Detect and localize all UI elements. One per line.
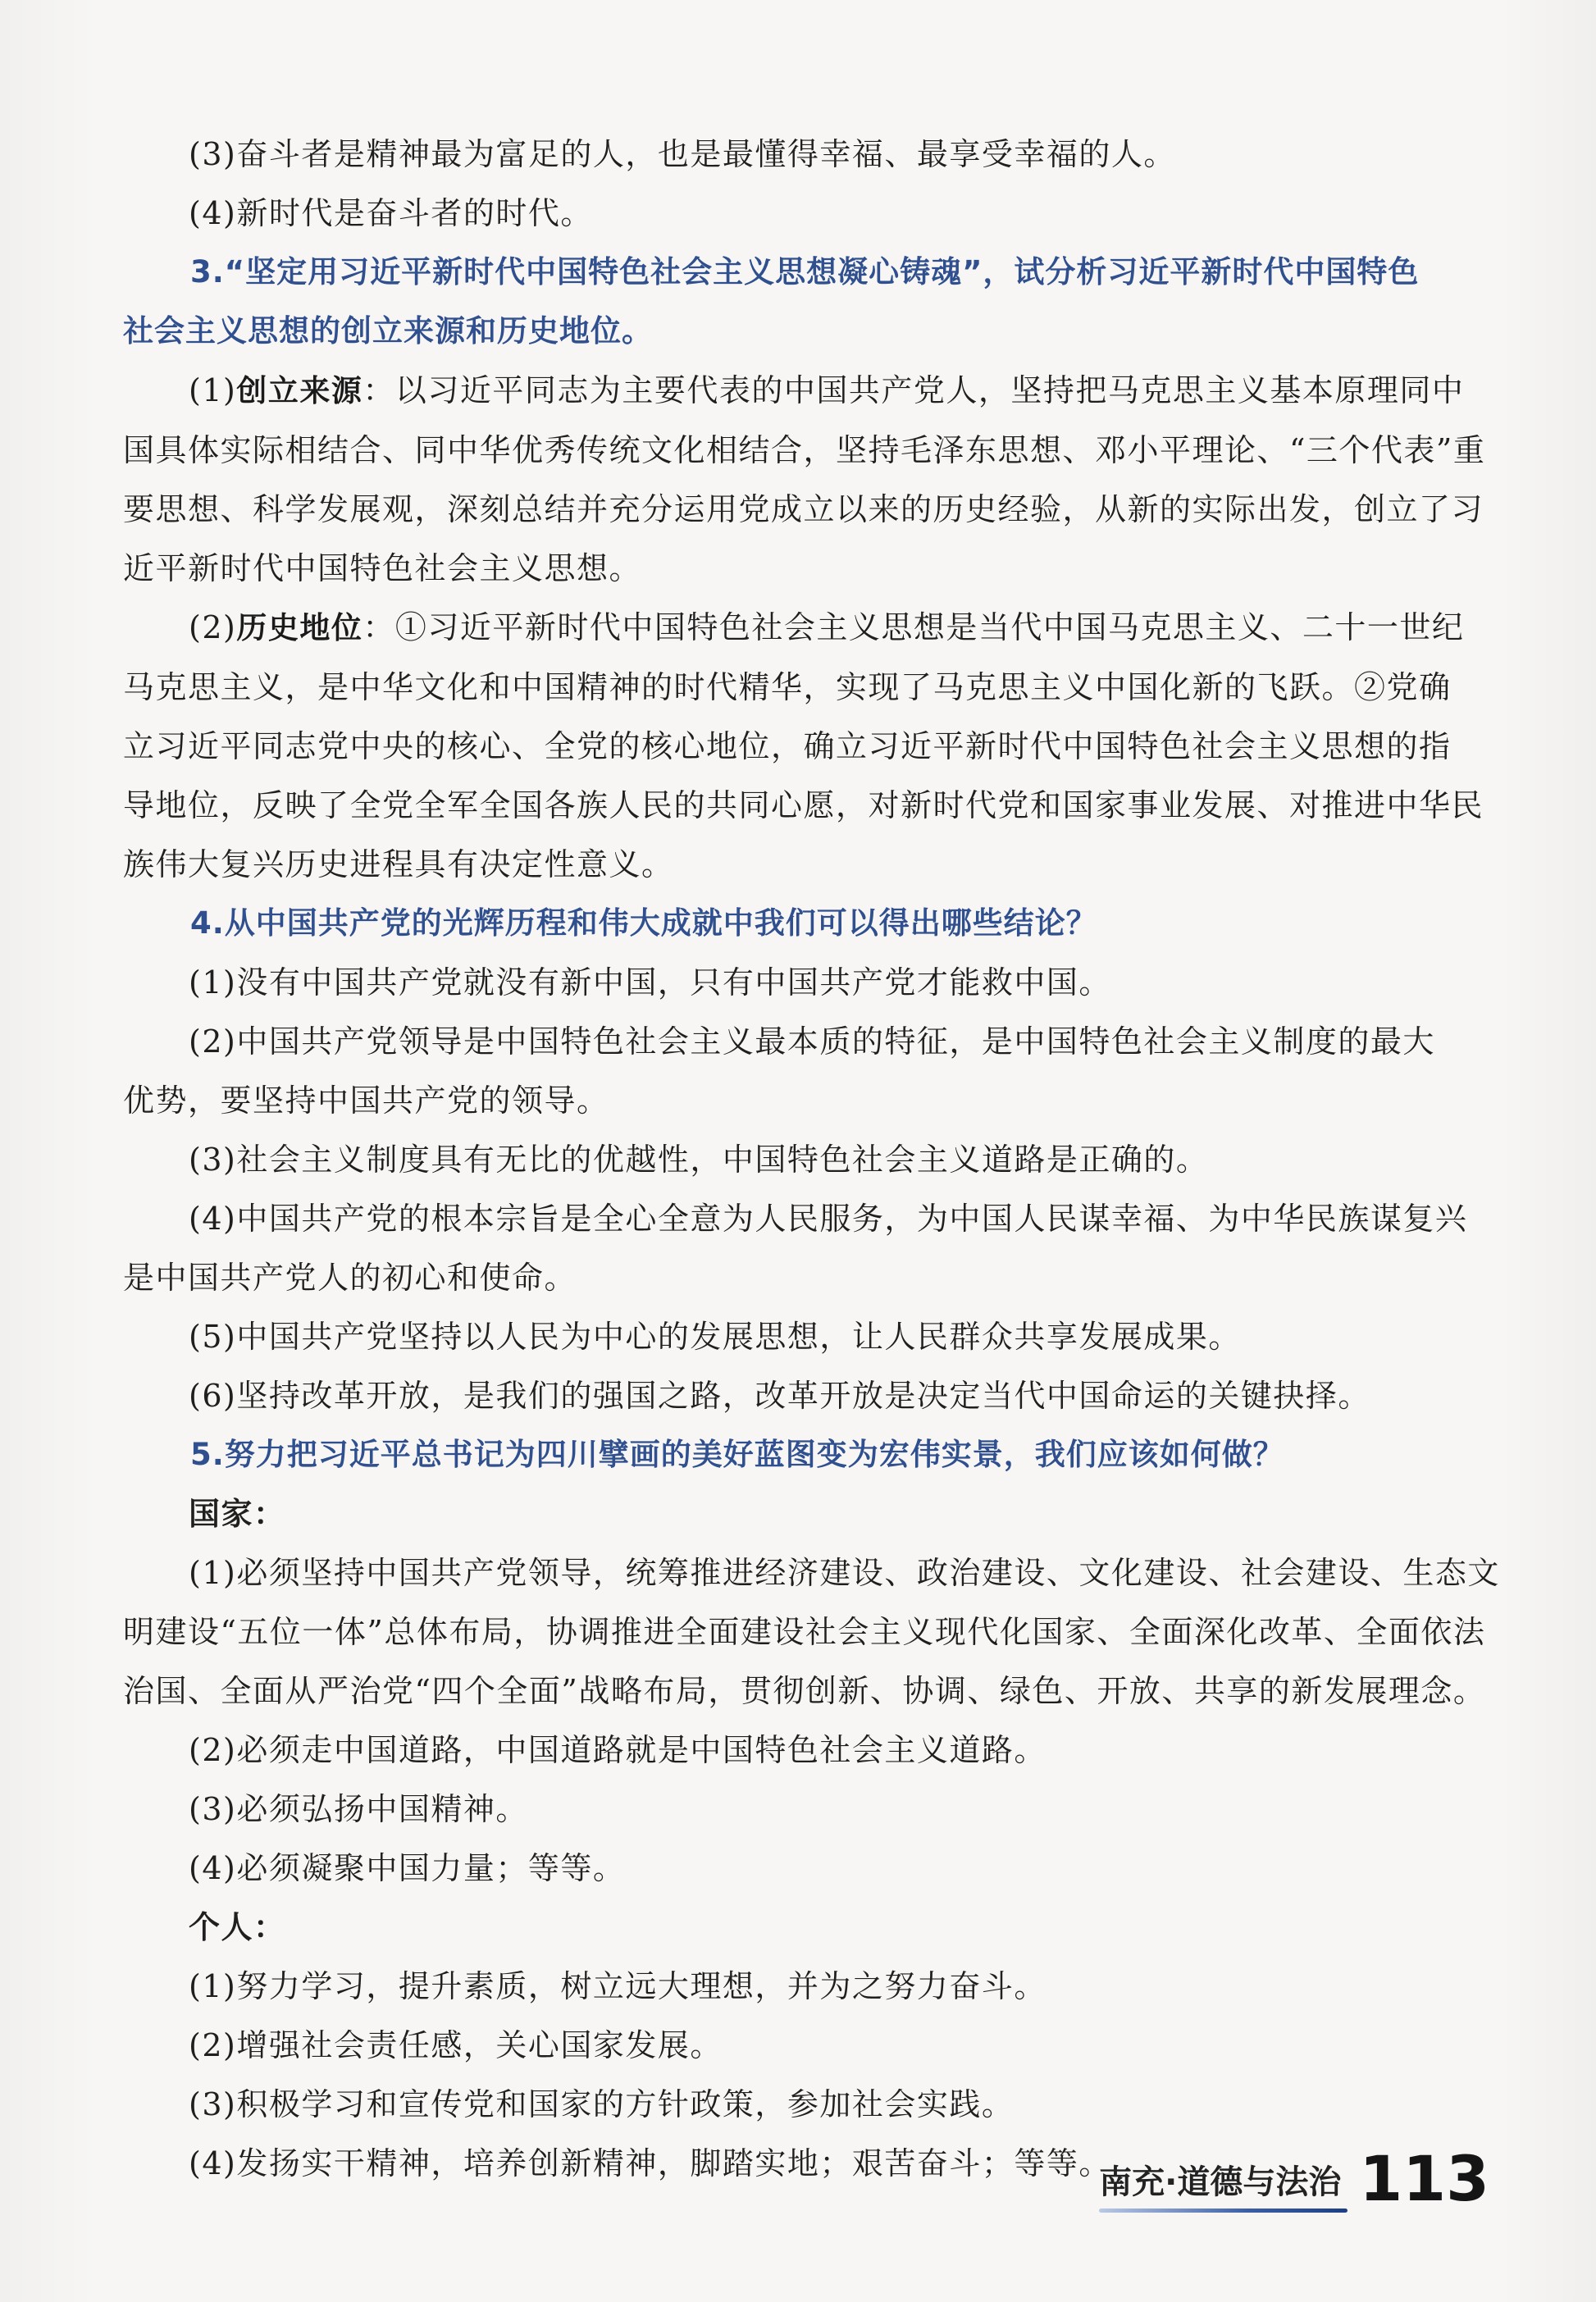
answer-line: 近平新时代中国特色社会主义思想。 <box>123 550 642 586</box>
answer-line: (4)发扬实干精神，培养创新精神，脚踏实地；艰苦奋斗；等等。 <box>189 2145 1111 2181</box>
answer-line: 族伟大复兴历史进程具有决定性意义。 <box>123 846 674 882</box>
q3-answer-origin <box>123 361 1484 421</box>
answer-line: (3)社会主义制度具有无比的优越性，中国特色社会主义道路是正确的。 <box>189 1142 1209 1178</box>
answer-line: (2)必须走中国道路，中国道路就是中国特色社会主义道路。 <box>189 1732 1047 1768</box>
item-number: (1) <box>189 372 237 408</box>
answer-line: (4)中国共产党的根本宗旨是全心全意为人民服务，为中国人民谋幸福、为中华民族谋复兴 <box>189 1201 1468 1237</box>
answer-line: 国具体实际相结合、同中华优秀传统文化相结合，坚持毛泽东思想、邓小平理论、“三个代表”重 <box>123 432 1486 468</box>
question-4: 4.从中国共产党的光辉历程和伟大成就中我们可以得出哪些结论？ <box>190 905 1097 941</box>
answer-line: (2)中国共产党领导是中国特色社会主义最本质的特征，是中国特色社会主义制度的最大 <box>189 1023 1435 1060</box>
answer-line: (1)努力学习，提升素质，树立远大理想，并为之努力奋斗。 <box>189 1968 1047 2004</box>
q3-answer-status <box>123 598 1484 658</box>
answer-line: (1)没有中国共产党就没有新中国，只有中国共产党才能救中国。 <box>189 964 1111 1001</box>
answer-line: (4)必须凝聚中国力量；等等。 <box>189 1850 626 1886</box>
item-number: (2) <box>189 609 237 645</box>
answer-line: (3)奋斗者是精神最为富足的人，也是最懂得幸福、最享受幸福的人。 <box>189 136 1176 172</box>
answer-line: (1)必须坚持中国共产党领导，统筹推进经济建设、政治建设、文化建设、社会建设、生态文 <box>189 1555 1500 1591</box>
answer-line: 优势，要坚持中国共产党的领导。 <box>123 1083 609 1119</box>
answer-line: (3)必须弘扬中国精神。 <box>189 1791 528 1827</box>
keyword-origin: 创立来源 <box>236 373 363 408</box>
answer-line: (4)新时代是奋斗者的时代。 <box>189 195 593 231</box>
subheading-person: 个人： <box>189 1909 286 1945</box>
keyword-status: 历史地位 <box>236 610 363 645</box>
answer-line: 马克思主义，是中华文化和中国精神的时代精华，实现了马克思主义中国化新的飞跃。②党确 <box>123 669 1452 705</box>
answer-text: ：①习近平新时代中国特色社会主义思想是当代中国马克思主义、二十一世纪 <box>363 609 1465 645</box>
answer-line: (5)中国共产党坚持以人民为中心的发展思想，让人民群众共享发展成果。 <box>189 1319 1241 1355</box>
answer-line: 导地位，反映了全党全军全国各族人民的共同心愿，对新时代党和国家事业发展、对推进中华民 <box>123 787 1484 823</box>
answer-line: 是中国共产党人的初心和使命。 <box>123 1260 577 1296</box>
answer-line: (6)坚持改革开放，是我们的强国之路，改革开放是决定当代中国命运的关键抉择。 <box>189 1378 1370 1414</box>
answer-line: (3)积极学习和宣传党和国家的方针政策，参加社会实践。 <box>189 2086 1015 2122</box>
answer-line: 治国、全面从严治党“四个全面”战略布局，贯彻创新、协调、绿色、开放、共享的新发展理念。 <box>123 1673 1486 1709</box>
answer-line: 明建设“五位一体”总体布局，协调推进全面建设社会主义现代化国家、全面深化改革、全面依法 <box>123 1614 1486 1650</box>
question-3-line1: 3.“坚定用习近平新时代中国特色社会主义思想凝心铸魂”，试分析习近平新时代中国特色 <box>190 254 1420 289</box>
question-5: 5.努力把习近平总书记为四川擘画的美好蓝图变为宏伟实景，我们应该如何做？ <box>190 1437 1284 1472</box>
question-3-line2: 社会主义思想的创立来源和历史地位。 <box>123 313 653 349</box>
answer-text: ：以习近平同志为主要代表的中国共产党人，坚持把马克思主义基本原理同中 <box>363 372 1465 408</box>
page-content <box>123 125 1500 2193</box>
book-title: 南充·道德与法治 <box>1099 2156 1341 2214</box>
subheading-country: 国家： <box>189 1496 286 1532</box>
answer-line: 要思想、科学发展观，深刻总结并充分运用党成立以来的历史经验，从新的实际出发，创立了习 <box>123 491 1484 527</box>
answer-line: 立习近平同志党中央的核心、全党的核心地位，确立习近平新时代中国特色社会主义思想的指 <box>123 728 1452 764</box>
page-footer <box>1099 2140 1489 2214</box>
page-number: 113 <box>1359 2142 1489 2215</box>
answer-line: (2)增强社会责任感，关心国家发展。 <box>189 2027 723 2063</box>
